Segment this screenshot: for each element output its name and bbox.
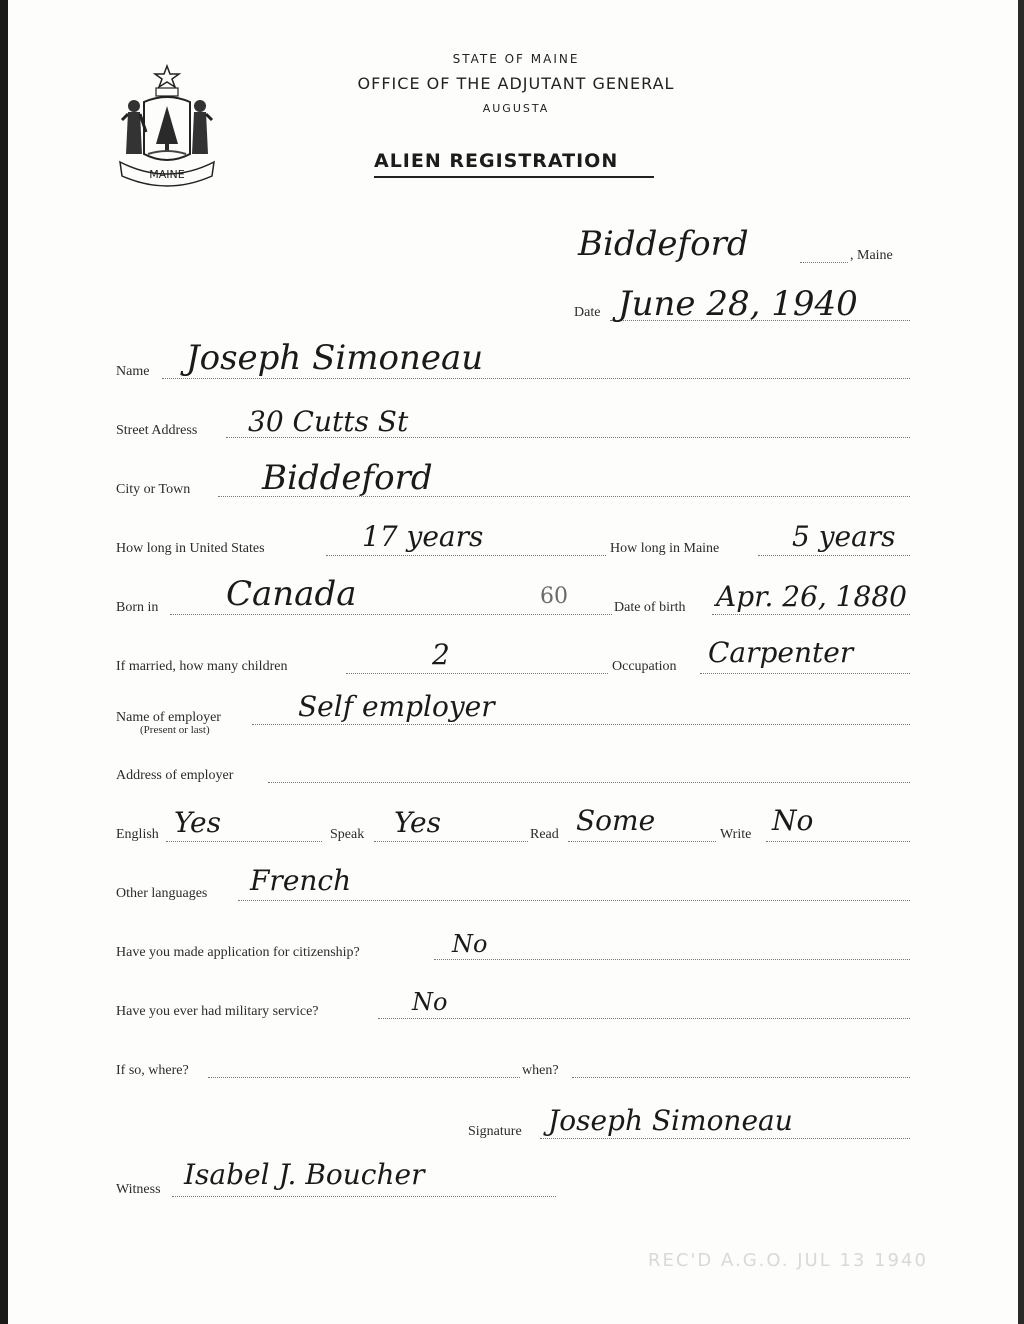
name-dots <box>162 378 910 379</box>
header-state: STATE OF MAINE <box>452 52 580 66</box>
occupation-entry: Carpenter <box>708 636 854 669</box>
other-languages-dots <box>238 900 910 901</box>
citizenship-dots <box>434 959 910 960</box>
read-entry: Some <box>576 804 656 837</box>
employer-sub-label: (Present or last) <box>140 724 210 736</box>
signature-dots <box>540 1138 910 1139</box>
street-label: Street Address <box>116 423 198 438</box>
scan-edge-left <box>0 0 8 1324</box>
citizenship-label: Have you made application for citizenship? <box>116 945 360 960</box>
born-in-label: Born in <box>116 600 159 615</box>
how-long-us-entry: 17 years <box>362 520 484 553</box>
speak-dots <box>374 841 528 842</box>
city-entry: Biddeford <box>262 458 433 498</box>
children-label: If married, how many children <box>116 659 288 674</box>
speak-entry: Yes <box>394 806 441 839</box>
how-long-maine-label: How long in Maine <box>610 541 720 556</box>
children-entry: 2 <box>432 638 450 671</box>
employer-dots <box>252 724 910 725</box>
signature-label: Signature <box>468 1124 522 1139</box>
street-entry: 30 Cutts St <box>248 405 409 438</box>
military-entry: No <box>412 988 448 1016</box>
date-of-birth-dots <box>712 614 910 615</box>
witness-label: Witness <box>116 1182 161 1197</box>
witness-entry: Isabel J. Boucher <box>184 1158 425 1191</box>
header-city: AUGUSTA <box>482 102 550 115</box>
scan-edge-right <box>1018 0 1024 1324</box>
seal-lettering: MAINE <box>149 168 185 181</box>
date-of-birth-label: Date of birth <box>614 600 686 615</box>
how-long-maine-dots <box>758 555 910 556</box>
read-dots <box>568 841 716 842</box>
signature-entry: Joseph Simoneau <box>548 1104 793 1137</box>
how-long-us-dots <box>326 555 606 556</box>
when-dots <box>572 1077 910 1078</box>
date-of-birth-entry: Apr. 26, 1880 <box>716 580 907 613</box>
born-in-entry: Canada <box>226 574 357 614</box>
how-long-maine-entry: 5 years <box>792 520 896 553</box>
occupation-dots <box>700 673 910 674</box>
read-label: Read <box>530 827 559 842</box>
other-languages-entry: French <box>250 864 352 897</box>
received-stamp: REC'D A.G.O. JUL 13 1940 <box>648 1250 928 1271</box>
witness-dots <box>172 1196 556 1197</box>
city-label: City or Town <box>116 482 191 497</box>
date-label: Date <box>574 305 601 320</box>
employer-label: Name of employer <box>116 710 221 725</box>
name-entry: Joseph Simoneau <box>186 338 484 378</box>
military-dots <box>378 1018 910 1019</box>
employer-address-dots <box>268 782 910 783</box>
how-long-us-label: How long in United States <box>116 541 265 556</box>
where-dots <box>208 1077 520 1078</box>
children-dots <box>346 673 608 674</box>
english-dots <box>166 841 322 842</box>
name-label: Name <box>116 364 150 379</box>
military-label: Have you ever had military service? <box>116 1004 319 1019</box>
other-languages-label: Other languages <box>116 886 208 901</box>
when-label: when? <box>522 1063 559 1078</box>
where-label: If so, where? <box>116 1063 189 1078</box>
speak-label: Speak <box>330 827 365 842</box>
header-office: OFFICE OF THE ADJUTANT GENERAL <box>357 74 675 93</box>
employer-address-label: Address of employer <box>116 768 234 783</box>
form-title: ALIEN REGISTRATION <box>374 150 619 172</box>
place-suffix-label: , Maine <box>850 248 893 263</box>
place-entry: Biddeford <box>578 224 749 264</box>
age-note-entry: 60 <box>540 584 568 609</box>
write-entry: No <box>772 804 814 837</box>
english-label: English <box>116 827 159 842</box>
citizenship-entry: No <box>452 930 488 958</box>
english-entry: Yes <box>174 806 221 839</box>
write-dots <box>766 841 910 842</box>
title-underline <box>374 176 654 178</box>
born-in-dots <box>170 614 612 615</box>
date-entry: June 28, 1940 <box>618 284 858 324</box>
write-label: Write <box>720 827 752 842</box>
employer-entry: Self employer <box>298 690 495 723</box>
place-dots <box>800 262 848 263</box>
occupation-label: Occupation <box>612 659 677 674</box>
